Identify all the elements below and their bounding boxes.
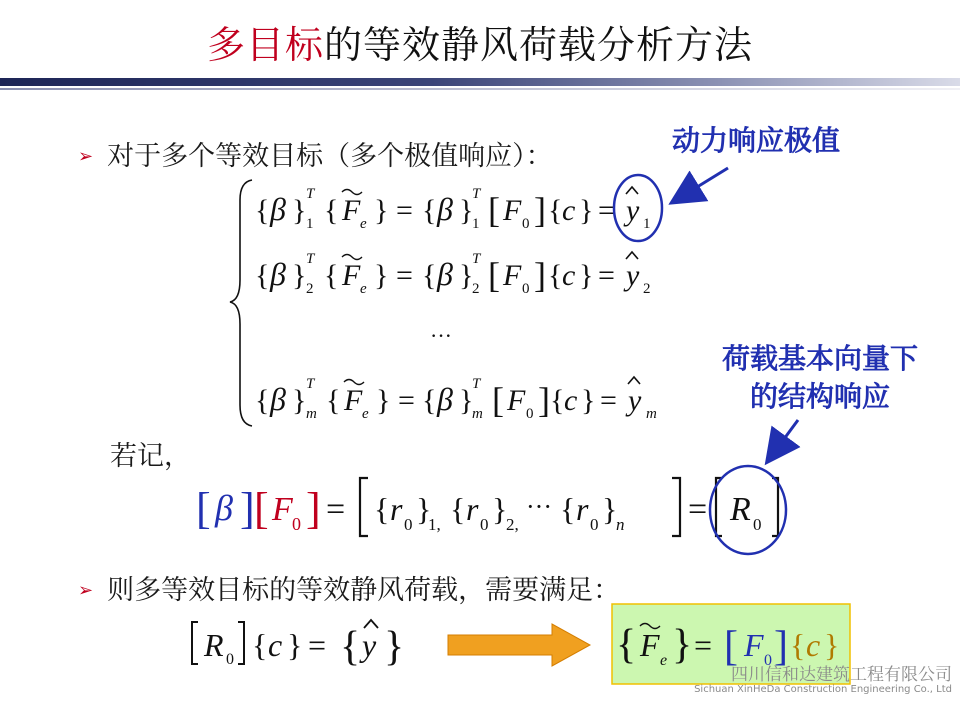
svg-text:···: ··· xyxy=(526,492,552,521)
svg-text:{: { xyxy=(422,194,437,227)
svg-text:}: } xyxy=(459,259,474,292)
orange-arrow-icon xyxy=(448,624,590,666)
svg-text:T: T xyxy=(306,186,315,202)
svg-text:{: { xyxy=(550,384,565,417)
svg-text:c: c xyxy=(268,627,283,663)
svg-text:}: } xyxy=(581,384,596,417)
svg-text:{: { xyxy=(790,627,806,663)
svg-text:n: n xyxy=(616,515,625,534)
svg-text:]: ] xyxy=(774,624,788,670)
svg-text:{: { xyxy=(340,624,361,670)
svg-text:[: [ xyxy=(724,624,738,670)
callout-2-line-1: 荷载基本向量下 xyxy=(721,342,918,375)
svg-text:}: } xyxy=(292,259,307,292)
svg-text:}: } xyxy=(292,194,307,227)
bullet-2-text: 则多等效目标的等效静风荷载，需要满足： xyxy=(107,575,621,606)
condition-equation xyxy=(192,620,404,670)
svg-text:{: { xyxy=(560,491,576,527)
svg-text:{: { xyxy=(326,384,341,417)
svg-text:}: } xyxy=(376,384,391,417)
svg-text:0: 0 xyxy=(404,515,413,534)
svg-text:m: m xyxy=(306,406,317,422)
svg-text:m: m xyxy=(472,406,483,422)
svg-text:β: β xyxy=(215,488,233,528)
svg-text:=: = xyxy=(600,384,617,417)
svg-text:β: β xyxy=(270,381,286,417)
svg-text:{: { xyxy=(548,194,563,227)
svg-text:y: y xyxy=(628,384,642,417)
svg-text:F: F xyxy=(342,194,361,227)
svg-text:1: 1 xyxy=(306,216,314,232)
callout-2-arrow xyxy=(770,420,798,458)
svg-text:{: { xyxy=(422,259,437,292)
svg-text:0: 0 xyxy=(590,515,599,534)
svg-text:}: } xyxy=(579,194,594,227)
watermark-company-en: Sichuan XinHeDa Construction Engineering Co., Ltd xyxy=(694,684,952,695)
svg-text:2: 2 xyxy=(472,281,480,297)
svg-text:{: { xyxy=(255,194,270,227)
svg-text:F: F xyxy=(272,491,293,528)
svg-text:F: F xyxy=(507,384,526,417)
svg-text:1: 1 xyxy=(643,216,651,232)
bullet-arrow-icon: ➢ xyxy=(78,580,94,601)
svg-text:e: e xyxy=(362,406,369,422)
svg-text:m: m xyxy=(646,406,657,422)
svg-text:F: F xyxy=(640,627,660,663)
svg-text:R: R xyxy=(204,627,224,663)
equation-ellipsis: ··· xyxy=(430,323,452,348)
svg-text:r: r xyxy=(466,491,479,527)
svg-text:}: } xyxy=(602,491,618,527)
svg-text:=: = xyxy=(398,384,415,417)
svg-text:}: } xyxy=(579,259,594,292)
svg-text:=: = xyxy=(694,627,713,663)
note-text: 若记， xyxy=(110,441,191,472)
callout-1-arrow xyxy=(676,168,728,200)
svg-text:{: { xyxy=(548,259,563,292)
svg-text:F: F xyxy=(344,384,363,417)
callout-2-line-2: 的结构响应 xyxy=(749,380,890,413)
svg-text:=: = xyxy=(598,194,615,227)
svg-text:0: 0 xyxy=(753,515,762,534)
svg-text:T: T xyxy=(472,186,481,202)
svg-text:T: T xyxy=(472,251,481,267)
svg-text:[: [ xyxy=(488,255,500,295)
svg-text:{: { xyxy=(616,622,637,668)
svg-text:[: [ xyxy=(254,484,269,533)
svg-text:T: T xyxy=(306,251,315,267)
svg-text:0: 0 xyxy=(226,651,234,668)
equation-row-1 xyxy=(255,186,651,232)
svg-text:y: y xyxy=(626,194,640,227)
svg-text:c: c xyxy=(806,627,821,663)
equation-row-m xyxy=(255,376,657,422)
svg-text:R: R xyxy=(730,491,751,528)
svg-text:}: } xyxy=(824,627,840,663)
svg-text:F: F xyxy=(503,259,522,292)
svg-text:0: 0 xyxy=(764,652,772,669)
svg-text:0: 0 xyxy=(522,216,530,232)
svg-text:[: [ xyxy=(488,190,500,230)
svg-text:}: } xyxy=(492,491,508,527)
svg-text:}: } xyxy=(459,384,474,417)
svg-text:c: c xyxy=(562,259,576,292)
svg-text:0: 0 xyxy=(522,281,530,297)
svg-text:}: } xyxy=(374,194,389,227)
svg-text:{: { xyxy=(324,194,339,227)
svg-text:β: β xyxy=(437,256,453,292)
svg-text:r: r xyxy=(576,491,589,527)
svg-text:}: } xyxy=(292,384,307,417)
svg-text:1,: 1, xyxy=(428,515,441,534)
watermark-company-cn: 四川信和达建筑工程有限公司 xyxy=(731,665,952,685)
svg-text:1: 1 xyxy=(472,216,480,232)
svg-text:=: = xyxy=(396,259,413,292)
bullet-1-text: 对于多个等效目标（多个极值响应）： xyxy=(107,141,553,172)
svg-text:}: } xyxy=(459,194,474,227)
svg-text:F: F xyxy=(503,194,522,227)
svg-text:y: y xyxy=(626,259,640,292)
svg-text:0: 0 xyxy=(480,515,489,534)
svg-text:]: ] xyxy=(534,255,546,295)
svg-text:}: } xyxy=(416,491,432,527)
svg-text:F: F xyxy=(744,627,764,663)
svg-text:}: } xyxy=(384,624,405,670)
svg-text:}: } xyxy=(287,627,303,663)
svg-text:β: β xyxy=(437,381,453,417)
svg-text:]: ] xyxy=(306,484,321,533)
svg-text:[: [ xyxy=(196,484,211,533)
svg-text:2: 2 xyxy=(306,281,314,297)
svg-text:0: 0 xyxy=(292,514,301,534)
svg-text:=: = xyxy=(598,259,615,292)
svg-text:e: e xyxy=(360,281,367,297)
equation-row-2 xyxy=(255,251,651,297)
svg-text:0: 0 xyxy=(526,406,534,422)
bullet-arrow-icon: ➢ xyxy=(78,146,94,167)
svg-text:{: { xyxy=(252,627,268,663)
svg-text:{: { xyxy=(450,491,466,527)
svg-text:2: 2 xyxy=(643,281,651,297)
svg-text:{: { xyxy=(422,384,437,417)
svg-text:T: T xyxy=(306,376,315,392)
title-highlight: 多目标 xyxy=(206,23,324,67)
svg-text:{: { xyxy=(374,491,390,527)
system-left-brace xyxy=(230,180,252,426)
callout-dynamic-extreme: 动力响应极值 xyxy=(671,124,840,157)
svg-text:y: y xyxy=(362,627,377,663)
svg-text:=: = xyxy=(396,194,413,227)
svg-text:}: } xyxy=(672,622,693,668)
svg-text:=: = xyxy=(308,627,327,663)
svg-text:{: { xyxy=(324,259,339,292)
svg-text:[: [ xyxy=(492,380,504,420)
definition-equation xyxy=(196,478,778,536)
svg-text:β: β xyxy=(270,256,286,292)
svg-text:}: } xyxy=(374,259,389,292)
svg-text:β: β xyxy=(270,191,286,227)
bullet-item-2 xyxy=(78,568,620,607)
title-rest: 的等效静风荷载分析方法 xyxy=(324,23,754,67)
svg-text:r: r xyxy=(390,491,403,527)
svg-text:T: T xyxy=(472,376,481,392)
svg-text:e: e xyxy=(360,216,367,232)
svg-text:β: β xyxy=(437,191,453,227)
svg-text:e: e xyxy=(660,652,668,669)
svg-text:F: F xyxy=(342,259,361,292)
svg-text:]: ] xyxy=(240,484,255,533)
svg-text:]: ] xyxy=(538,380,550,420)
svg-text:=: = xyxy=(326,491,346,528)
svg-text:c: c xyxy=(564,384,578,417)
svg-text:c: c xyxy=(562,194,576,227)
svg-text:{: { xyxy=(255,259,270,292)
svg-text:2,: 2, xyxy=(506,515,519,534)
svg-text:{: { xyxy=(255,384,270,417)
svg-text:=: = xyxy=(688,491,708,528)
svg-text:]: ] xyxy=(534,190,546,230)
